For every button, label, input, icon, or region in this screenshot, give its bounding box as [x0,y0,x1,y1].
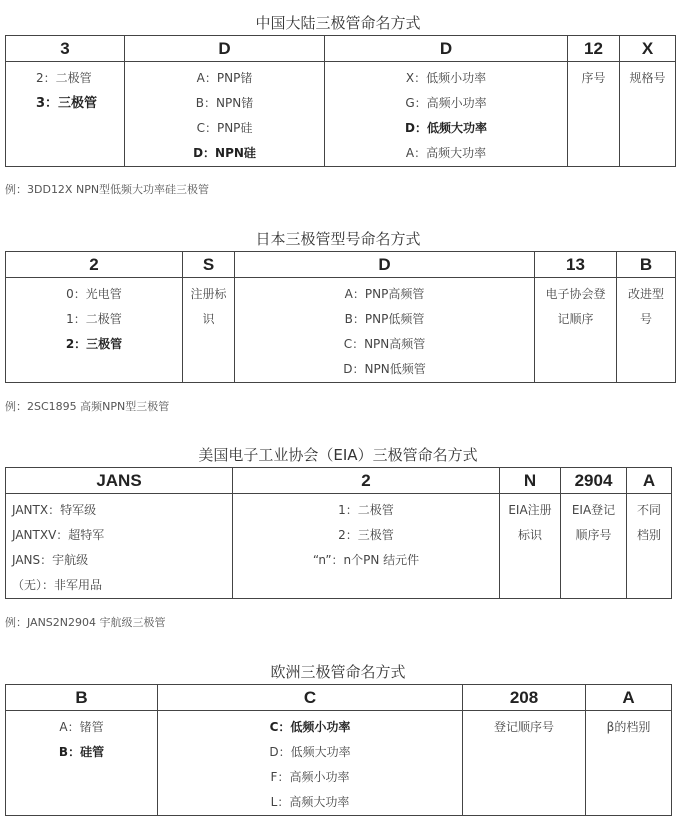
list-item: 电子协会登 [545,287,606,301]
list-item: JANS：宇航级 [12,553,89,567]
list-item: JANTXV：超特军 [12,528,105,542]
list-item: C：PNP硅 [196,121,253,135]
list-item: F：高频小功率 [270,770,350,784]
header-cell: 2 [6,252,183,278]
list-item: （无）：非军用品 [12,578,103,592]
list-item: D：低频大功率 [269,745,351,759]
list-item: 改进型 [627,287,664,301]
list-item: C：NPN高频管 [343,337,426,351]
list-item: B：NPN锗 [195,96,254,110]
list-item: B：PNP低频管 [344,312,425,326]
list-item: 规格号 [629,71,666,85]
header-cell: 3 [6,36,125,62]
list-item: 注册标 [190,287,227,301]
header-cell: 13 [535,252,617,278]
header-cell: D [125,36,325,62]
list-item: 2：二极管 [36,71,92,85]
list-item: L：高频大功率 [270,795,350,809]
header-cell: S [183,252,235,278]
list-item: 2：三极管 [65,337,123,351]
naming-table-usa [5,467,672,599]
naming-table-japan [5,251,676,383]
list-item: 不同 [636,503,661,517]
list-item: B：硅管 [58,745,105,759]
list-item: 识 [202,312,215,326]
list-item: 顺序号 [575,528,612,542]
list-item: 1：二极管 [338,503,394,517]
naming-table-china [5,35,676,167]
list-item: A：PNP锗 [196,71,253,85]
header-cell: D [235,252,535,278]
section-title: 美国电子工业协会（EIA）三极管命名方式 [198,446,478,464]
list-item: A：高频大功率 [405,146,487,160]
header-cell: 2 [233,468,500,494]
list-item: “n”：n个PN 结元件 [312,553,420,567]
list-item: 号 [639,312,652,326]
section-title: 欧洲三极管命名方式 [270,663,406,681]
list-item: 2：三极管 [338,528,394,542]
list-item: 序号 [581,71,606,85]
header-cell: B [617,252,676,278]
list-item: D：NPN硅 [193,146,256,160]
list-item: D：低频大功率 [405,121,487,135]
example-text: 例：JANS2N2904 宇航级三极管 [5,616,166,629]
list-item: 记顺序 [557,312,594,326]
header-cell: X [620,36,676,62]
section-title: 中国大陆三极管命名方式 [255,14,421,32]
header-cell: 2904 [561,468,627,494]
header-cell: N [500,468,561,494]
list-item: 标识 [517,528,542,542]
list-item: EIA登记 [571,503,616,517]
example-text: 例：2SC1895 高频NPN型三极管 [5,400,170,413]
header-cell: A [627,468,672,494]
header-cell: JANS [6,468,233,494]
list-item: 3：三极管 [36,96,98,111]
list-item: 1：二极管 [66,312,122,326]
header-cell: C [158,685,463,711]
header-cell: D [325,36,568,62]
list-item: D：NPN低频管 [343,362,426,376]
header-cell: 12 [568,36,620,62]
list-item: EIA注册 [508,503,552,517]
list-item: 0：光电管 [66,287,122,301]
header-cell: 208 [463,685,586,711]
naming-table-europe [5,684,672,816]
list-item: G：高频小功率 [405,96,487,110]
list-item: β的档别 [606,720,651,734]
list-item: X：低频小功率 [405,71,487,85]
list-item: 登记顺序号 [493,720,554,734]
list-item: A：PNP高频管 [344,287,425,301]
list-item: JANTX：特军级 [12,503,97,517]
section-title: 日本三极管型号命名方式 [255,230,421,248]
header-cell: B [6,685,158,711]
header-cell: A [586,685,672,711]
example-text: 例：3DD12X NPN型低频大功率硅三极管 [5,183,210,196]
list-item: C：低频小功率 [269,720,351,734]
list-item: 档别 [636,528,661,542]
list-item: A：锗管 [59,720,104,734]
